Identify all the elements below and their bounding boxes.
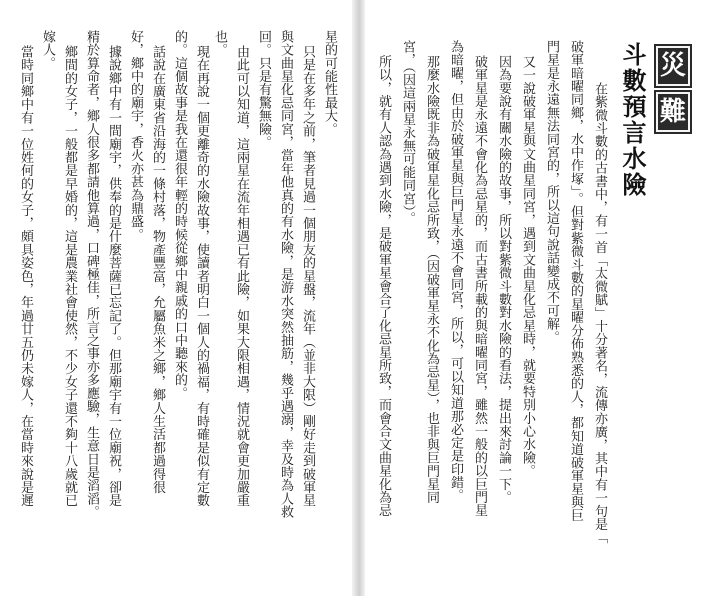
left-page	[0, 0, 352, 596]
text-line: 現在再說一個更離奇的水險故事，使讀者明白一個人的禍福，有時確是似有定數	[194, 45, 209, 507]
text-line: 精於算命者，鄉人很多都請他算過，口碑極佳，所言之事亦多應驗，生意日是滔滔。	[84, 30, 99, 519]
header-char-2: 難	[654, 90, 692, 134]
text-line: 所以，就有人認為遇到水險，是破軍星會合了化忌星所致，而會合文曲星化為忌	[376, 55, 391, 517]
chapter-title: 斗數預言水險	[618, 42, 647, 198]
text-line: 破軍暗曜同鄉，水中作塚」。但對紫微斗數的星曜分佈熟悉的人，都知道破軍星與巨	[568, 40, 583, 522]
text-line: 門星是永遠無法同宮的，所以這句說話變成不可解。	[544, 40, 559, 344]
text-line: 在紫微斗數的古書中，有一首「太微賦」十分著名，流傳亦廣，其中有一句是「	[592, 82, 607, 544]
text-line: 又一說破軍星與文曲星同宮，遇到文曲星化忌星時，就要特別小心水險。	[520, 55, 535, 478]
text-line: 宮，（因這兩星永無可能同宮）。	[400, 40, 415, 225]
text-line: 星的可能性最大。	[322, 30, 337, 136]
text-line: 嫁人。	[40, 30, 55, 70]
text-line: 也。	[212, 30, 227, 57]
text-line: 因為要說有關水險的故事，所以對紫微斗數對水險的看法，提出來討論一下。	[496, 55, 511, 504]
text-line: 那麼水險既非為破軍星化忌所致，（因破軍星永不化為忌星），也非與巨門星同	[424, 55, 439, 504]
right-page	[365, 0, 717, 596]
text-line: 當時同鄉中有一位姓何的女子，頗具姿色，年過廿五仍未嫁人，在當時來說是遲	[18, 45, 33, 507]
text-line: 只是在多年之前，筆者見過一個朋友的星盤，流年（並非大限）剛好走到破軍星	[300, 45, 315, 507]
text-line: 好，鄉中的廟宇，香火亦甚為鼎盛。	[128, 30, 143, 242]
text-line: 與文曲星化忌同宮，當年他真的有水險，是游水突然抽筋，幾乎遇溺，幸及時為人救	[278, 30, 293, 519]
text-line: 由此可以知道，這兩星在流年相遇已有此險，如果大限相遇，情況就會更加嚴重	[234, 45, 249, 507]
text-line: 的。這個故事是我在還很年輕的時候從鄉中親戚的口中聽來的。	[172, 30, 187, 400]
text-line: 回。只是有驚無險。	[256, 30, 271, 149]
text-line: 鄉間的女子，一般都是早婚的，這是農業社會使然，不少女子還不夠十八歲就已	[62, 45, 77, 507]
text-line: 話說在廣東省沿海的一條村落，物產豐富，允屬魚米之鄉，鄉人生活都過得很	[150, 45, 165, 494]
book-gutter	[352, 0, 365, 596]
text-line: 破軍星是永遠不會化為忌星的，而古書所載的與暗曜同宮，雖然一般的以巨門星	[472, 55, 487, 517]
text-line: 為暗曜，但由於破軍星與巨門星永遠不會同宮，所以，可以知道那必定是印錯。	[448, 40, 463, 502]
header-char-1: 災	[654, 44, 692, 88]
text-line: 據說鄉中有一間廟宇，供奉的是什麼菩薩已忘記了。但那廟宇有一位廟祝，卻是	[106, 45, 121, 507]
